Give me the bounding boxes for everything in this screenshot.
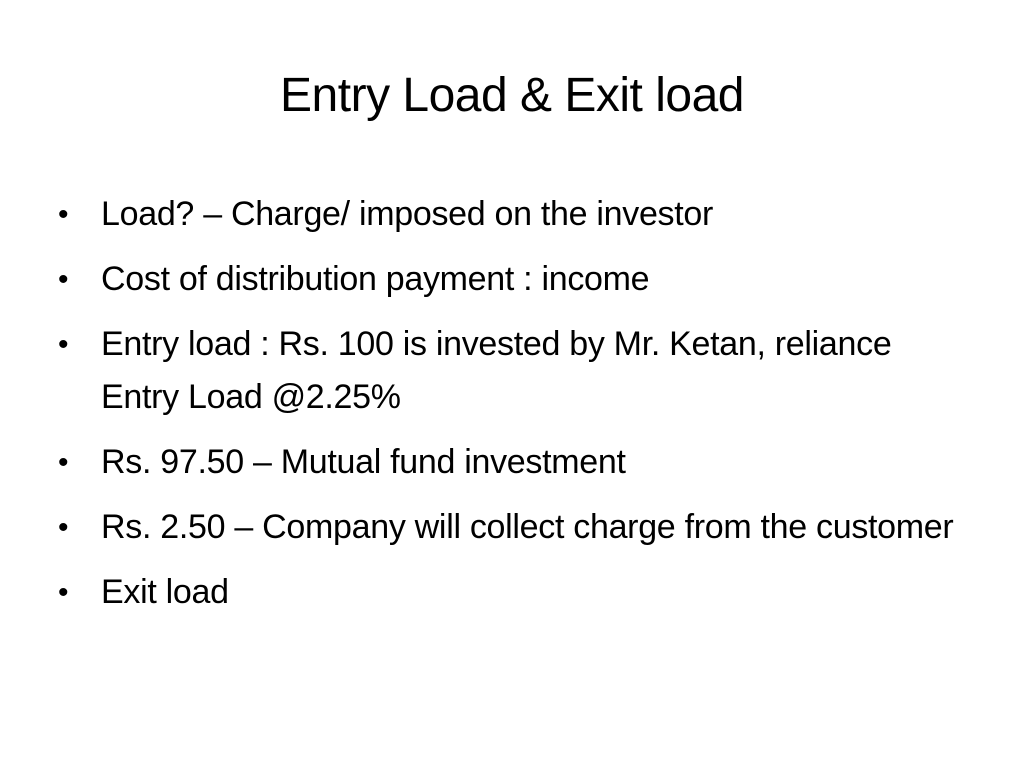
bullet-icon: •	[58, 328, 69, 361]
bullet-item	[58, 501, 958, 554]
bullet-item	[58, 188, 958, 241]
bullet-item	[58, 566, 958, 619]
bullet-item	[58, 318, 958, 424]
bullet-icon: •	[58, 198, 69, 231]
bullet-list	[58, 188, 958, 631]
bullet-icon: •	[58, 263, 69, 296]
bullet-text: Entry load : Rs. 100 is invested by Mr. Ketan, reliance Entry Load @2.25%	[101, 325, 892, 416]
bullet-text: Rs. 2.50 – Company will collect charge from the customer	[101, 508, 954, 546]
bullet-item	[58, 436, 958, 489]
bullet-text: Rs. 97.50 – Mutual fund investment	[101, 443, 626, 481]
bullet-item	[58, 253, 958, 306]
bullet-icon: •	[58, 511, 69, 544]
bullet-text: Load? – Charge/ imposed on the investor	[101, 195, 714, 233]
bullet-text: Exit load	[101, 573, 229, 611]
bullet-text: Cost of distribution payment : income	[101, 260, 650, 298]
bullet-icon: •	[58, 576, 69, 609]
slide-title: Entry Load & Exit load	[280, 69, 744, 122]
bullet-icon: •	[58, 446, 69, 479]
